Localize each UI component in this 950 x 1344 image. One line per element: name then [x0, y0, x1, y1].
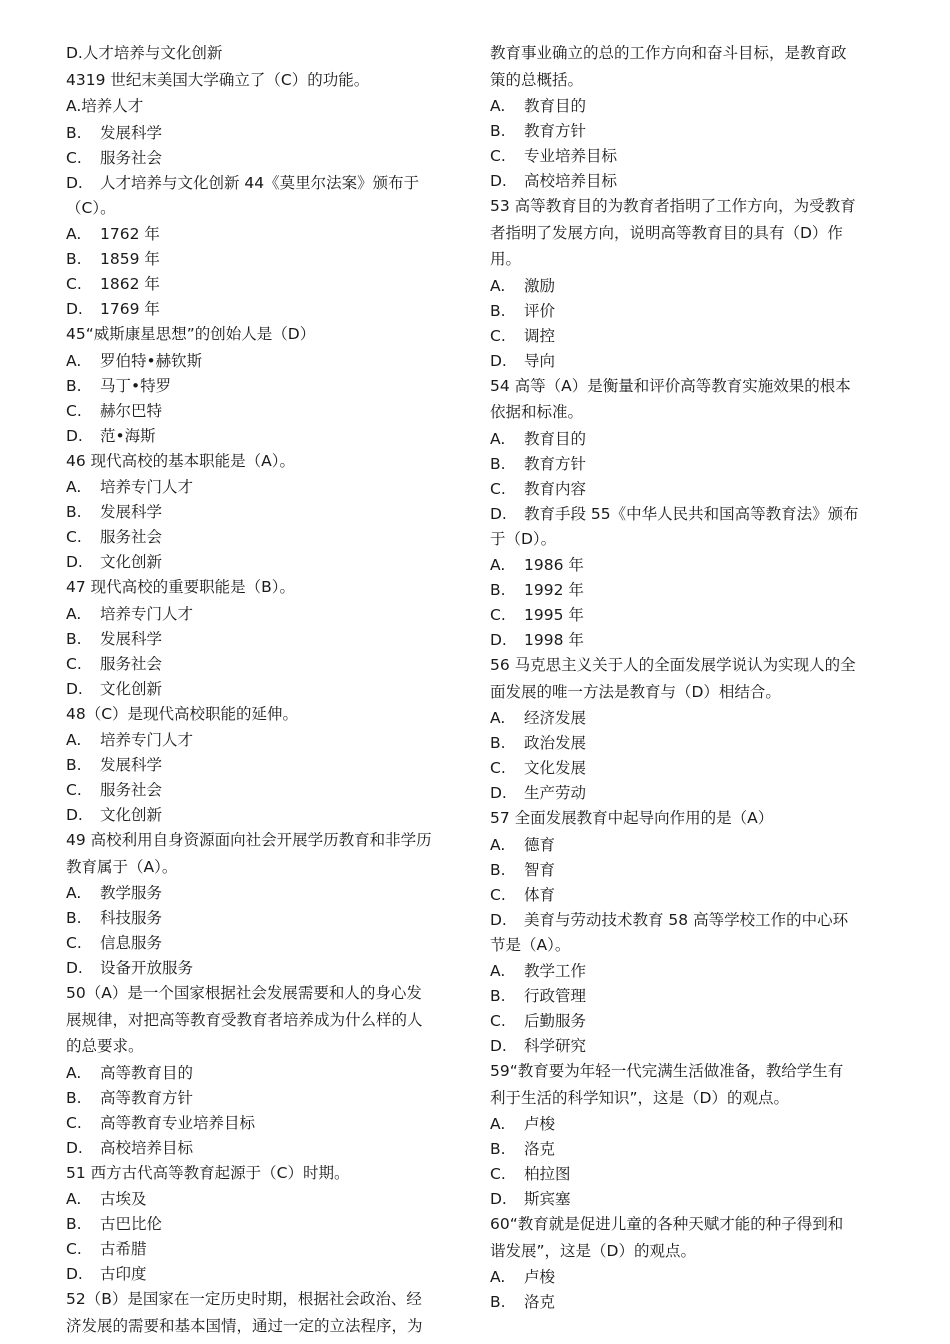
text-line: 50（A）是一个国家根据社会发展需要和人的身心发 — [66, 984, 422, 1002]
text-line: 策的总概括。 — [490, 70, 584, 89]
answer-option — [490, 833, 886, 858]
option-letter: D. — [66, 959, 83, 977]
answer-option — [490, 858, 886, 883]
option-text: 科学研究 — [524, 1037, 587, 1055]
answer-option — [490, 144, 886, 169]
option-text: 1995 年 — [524, 606, 584, 624]
option-text: 古巴比伦 — [100, 1215, 163, 1233]
option-letter: B. — [66, 1215, 82, 1233]
answer-option — [490, 578, 886, 603]
option-text: 高等教育专业培养目标 — [100, 1113, 256, 1132]
answer-option — [490, 1187, 886, 1212]
option-text: 教育方针 — [524, 454, 587, 473]
option-letter: B. — [66, 756, 82, 774]
option-text: 卢梭 — [524, 1115, 556, 1133]
text-line: 利于生活的科学知识”，这是（D）的观点。 — [490, 1088, 789, 1107]
answer-option — [490, 1265, 886, 1290]
option-text: 专业培养目标 — [524, 147, 618, 165]
option-letter: A. — [490, 97, 506, 115]
answer-option — [490, 1137, 886, 1162]
option-letter: B. — [66, 909, 82, 927]
option-text: 调控 — [524, 326, 556, 345]
answer-option — [66, 1187, 464, 1212]
option-text: 1769 年 — [100, 300, 160, 318]
option-text: 行政管理 — [524, 987, 587, 1005]
option-letter: A. — [490, 709, 506, 727]
option-text: 范•海斯 — [100, 426, 156, 445]
answer-option — [66, 1086, 464, 1111]
answer-option — [66, 525, 464, 550]
option-letter: D. — [490, 784, 507, 802]
answer-option — [66, 906, 464, 931]
answer-option — [490, 883, 886, 908]
text-line: 依据和标准。 — [490, 403, 584, 421]
option-text: 教育方针 — [524, 122, 587, 140]
answer-option — [490, 299, 886, 324]
option-text: 教育目的 — [524, 429, 587, 448]
option-letter: B. — [490, 987, 506, 1005]
option-text: 高校培养目标 — [524, 172, 618, 190]
option-letter: D. — [490, 1037, 507, 1055]
answer-option — [490, 169, 886, 194]
option-letter: D. — [66, 1138, 83, 1157]
answer-option — [66, 475, 464, 500]
option-letter: C. — [490, 759, 506, 777]
left-column — [66, 41, 464, 1340]
option-text: 高等教育方针 — [100, 1088, 194, 1107]
answer-option — [490, 553, 886, 578]
text-line: 57 全面发展教育中起导向作用的是（A） — [490, 809, 774, 827]
option-text: 激励 — [524, 276, 556, 295]
answer-option — [66, 1237, 464, 1262]
option-text: 设备开放服务 — [100, 959, 194, 977]
answer-option — [66, 1136, 464, 1161]
option-letter: C. — [66, 275, 82, 293]
option-text: 教学服务 — [100, 884, 163, 902]
option-letter: A. — [66, 478, 82, 496]
option-letter: A. — [490, 835, 506, 854]
option-text: 经济发展 — [524, 709, 587, 727]
option-letter: B. — [490, 860, 506, 879]
option-letter: A. — [66, 1190, 82, 1208]
option-text: 发展科学 — [100, 123, 163, 142]
text-line: 教育属于（A）。 — [66, 857, 178, 876]
option-text: 政治发展 — [524, 734, 587, 752]
option-letter: D. — [490, 631, 507, 649]
option-letter: B. — [490, 301, 506, 320]
option-letter: D. — [66, 806, 83, 824]
option-letter: A. — [66, 225, 82, 243]
option-text: 导向 — [524, 351, 556, 370]
answer-option — [66, 881, 464, 906]
answer-option — [490, 427, 886, 452]
answer-option — [490, 731, 886, 756]
option-text: 评价 — [524, 301, 556, 320]
option-text: 服务社会 — [100, 148, 163, 167]
option-text: 文化创新 — [100, 679, 163, 698]
text-line: 教育事业确立的总的工作方向和奋斗目标，是教育政 — [490, 44, 847, 62]
answer-option — [490, 959, 886, 984]
option-text: 罗伯特•赫钦斯 — [100, 351, 203, 370]
option-letter: C. — [490, 606, 506, 624]
option-letter: B. — [66, 1088, 82, 1107]
option-text: 卢梭 — [524, 1268, 556, 1286]
text-line: 者指明了发展方向，说明高等教育目的具有（D）作 — [490, 223, 843, 242]
answer-option — [66, 500, 464, 525]
option-text: 文化发展 — [524, 759, 587, 777]
option-letter: B. — [66, 376, 82, 395]
text-line: 节是（A）。 — [490, 935, 571, 954]
option-text: 后勤服务 — [524, 1012, 587, 1030]
answer-option — [66, 349, 464, 374]
answer-option — [66, 677, 464, 702]
option-text: 马丁•特罗 — [100, 376, 172, 395]
answer-option — [66, 121, 464, 146]
option-text: 古希腊 — [100, 1240, 147, 1258]
option-text: 教育内容 — [524, 479, 587, 498]
option-letter: A. — [490, 276, 506, 295]
option-letter: A. — [490, 1115, 506, 1133]
option-text: 高等教育目的 — [100, 1063, 194, 1082]
option-letter: A. — [66, 884, 82, 902]
option-text: 服务社会 — [100, 654, 163, 673]
option-text: 教学工作 — [524, 962, 587, 980]
answer-option — [490, 349, 886, 374]
option-letter: B. — [490, 581, 506, 599]
answer-option — [66, 956, 464, 981]
answer-option — [66, 1061, 464, 1086]
text-line: 于（D）。 — [490, 529, 557, 548]
option-letter: A. — [66, 604, 82, 623]
text-line: 51 西方古代高等教育起源于（C）时期。 — [66, 1163, 350, 1182]
answer-option — [490, 1112, 886, 1137]
answer-option — [66, 272, 464, 297]
answer-option — [490, 908, 886, 933]
answer-option — [66, 171, 464, 196]
text-line: 46 现代高校的基本职能是（A）。 — [66, 451, 296, 470]
option-letter: C. — [490, 147, 506, 165]
option-text: 德育 — [524, 835, 556, 854]
option-letter: B. — [490, 122, 506, 140]
answer-option — [66, 550, 464, 575]
option-letter: B. — [490, 1293, 506, 1311]
answer-option — [490, 1162, 886, 1187]
option-letter: C. — [490, 885, 506, 904]
answer-option — [66, 753, 464, 778]
option-letter: A. — [66, 731, 82, 749]
option-letter: D. — [490, 504, 507, 523]
answer-option — [66, 627, 464, 652]
option-letter: D. — [490, 172, 507, 190]
option-text: 柏拉图 — [524, 1165, 571, 1183]
option-text: 服务社会 — [100, 781, 163, 799]
option-letter: C. — [490, 1165, 506, 1183]
option-letter: B. — [66, 250, 82, 268]
option-text: 生产劳动 — [524, 784, 587, 802]
option-letter: C. — [66, 781, 82, 799]
text-line: 56 马克思主义关于人的全面发展学说认为实现人的全 — [490, 656, 856, 674]
option-text: 智育 — [524, 860, 556, 879]
text-line: A.培养人才 — [66, 97, 144, 115]
text-line: 4319 世纪末美国大学确立了（C）的功能。 — [66, 70, 370, 89]
option-text: 赫尔巴特 — [100, 401, 163, 420]
text-line: 48（C）是现代高校职能的延伸。 — [66, 704, 299, 723]
option-letter: D. — [490, 1190, 507, 1208]
answer-option — [490, 274, 886, 299]
option-letter: D. — [490, 351, 507, 370]
option-letter: C. — [66, 401, 82, 420]
option-text: 洛克 — [524, 1293, 556, 1311]
answer-option — [490, 324, 886, 349]
text-line: 54 高等（A）是衡量和评价高等教育实施效果的根本 — [490, 376, 851, 395]
answer-option — [66, 728, 464, 753]
option-letter: C. — [66, 1113, 82, 1132]
option-text: 1762 年 — [100, 225, 160, 243]
option-text: 美育与劳动技术教育 58 高等学校工作的中心环 — [524, 910, 849, 929]
option-letter: A. — [66, 1063, 82, 1082]
answer-option — [490, 452, 886, 477]
text-line: 59“教育要为年轻一代完满生活做准备，教给学生有 — [490, 1062, 844, 1080]
answer-option — [66, 1111, 464, 1136]
answer-option — [66, 146, 464, 171]
option-letter: D. — [490, 910, 507, 929]
answer-option — [490, 1009, 886, 1034]
option-letter: D. — [66, 173, 83, 192]
option-text: 培养专门人才 — [100, 731, 194, 749]
answer-option — [66, 803, 464, 828]
answer-option — [490, 603, 886, 628]
option-letter: A. — [490, 962, 506, 980]
text-line: （C）。 — [66, 198, 116, 217]
option-text: 古印度 — [100, 1265, 147, 1283]
text-line: 面发展的唯一方法是教育与（D）相结合。 — [490, 682, 781, 701]
option-text: 文化创新 — [100, 553, 163, 571]
text-line: 用。 — [490, 250, 522, 268]
option-letter: C. — [490, 479, 506, 498]
text-line: 谐发展”，这是（D）的观点。 — [490, 1241, 696, 1260]
option-letter: A. — [66, 351, 82, 370]
option-letter: D. — [66, 300, 83, 318]
text-line: 济发展的需要和基本国情，通过一定的立法程序，为 — [66, 1316, 423, 1335]
option-text: 教育目的 — [524, 97, 587, 115]
answer-option — [490, 1290, 886, 1315]
option-text: 文化创新 — [100, 806, 163, 824]
option-letter: C. — [66, 148, 82, 167]
option-text: 1862 年 — [100, 275, 160, 293]
option-text: 信息服务 — [100, 934, 163, 952]
text-line: 52（B）是国家在一定历史时期，根据社会政治、经 — [66, 1290, 422, 1308]
answer-option — [66, 297, 464, 322]
answer-option — [66, 778, 464, 803]
option-letter: A. — [490, 556, 506, 574]
option-letter: B. — [66, 123, 82, 142]
answer-option — [66, 374, 464, 399]
text-line: 60“教育就是促进儿童的各种天赋才能的种子得到和 — [490, 1215, 844, 1233]
answer-option — [66, 602, 464, 627]
option-letter: A. — [490, 429, 506, 448]
option-letter: D. — [66, 679, 83, 698]
answer-option — [490, 781, 886, 806]
answer-option — [490, 502, 886, 527]
option-text: 培养专门人才 — [100, 478, 194, 496]
option-text: 高校培养目标 — [100, 1138, 194, 1157]
option-letter: C. — [66, 1240, 82, 1258]
text-line: 49 高校利用自身资源面向社会开展学历教育和非学历 — [66, 831, 432, 849]
answer-option — [66, 399, 464, 424]
answer-option — [66, 1262, 464, 1287]
answer-option — [490, 94, 886, 119]
option-text: 体育 — [524, 885, 556, 904]
option-text: 1986 年 — [524, 556, 584, 574]
option-letter: B. — [490, 1140, 506, 1158]
text-line: 展规律，对把高等教育受教育者培养成为什么样的人 — [66, 1010, 423, 1029]
text-line: D.人才培养与文化创新 — [66, 44, 223, 62]
option-text: 1859 年 — [100, 250, 160, 268]
option-letter: C. — [66, 528, 82, 546]
option-text: 1998 年 — [524, 631, 584, 649]
text-line: 47 现代高校的重要职能是（B）。 — [66, 578, 296, 596]
option-letter: B. — [66, 629, 82, 648]
answer-option — [66, 652, 464, 677]
answer-option — [490, 706, 886, 731]
option-letter: C. — [66, 654, 82, 673]
text-line: 53 高等教育目的为教育者指明了工作方向，为受教育 — [490, 197, 856, 215]
option-letter: B. — [490, 734, 506, 752]
option-letter: D. — [66, 1265, 83, 1283]
answer-option — [66, 931, 464, 956]
option-text: 发展科学 — [100, 756, 163, 774]
option-text: 人才培养与文化创新 44《莫里尔法案》颁布于 — [100, 173, 420, 192]
option-letter: D. — [66, 426, 83, 445]
text-line: 45“威斯康星思想”的创始人是（D） — [66, 325, 316, 343]
option-letter: D. — [66, 553, 83, 571]
right-column — [490, 41, 886, 1315]
option-text: 发展科学 — [100, 629, 163, 648]
option-text: 古埃及 — [100, 1190, 147, 1208]
option-letter: B. — [490, 454, 506, 473]
answer-option — [490, 756, 886, 781]
option-text: 教育手段 55《中华人民共和国高等教育法》颁布 — [524, 504, 859, 523]
option-text: 1992 年 — [524, 581, 584, 599]
answer-option — [66, 1212, 464, 1237]
option-text: 洛克 — [524, 1140, 556, 1158]
answer-option — [490, 119, 886, 144]
answer-option — [490, 1034, 886, 1059]
text-line: 的总要求。 — [66, 1037, 144, 1055]
option-text: 发展科学 — [100, 503, 163, 521]
option-letter: C. — [490, 326, 506, 345]
answer-option — [66, 222, 464, 247]
option-text: 科技服务 — [100, 909, 163, 927]
answer-option — [66, 424, 464, 449]
option-letter: C. — [490, 1012, 506, 1030]
answer-option — [490, 628, 886, 653]
answer-option — [490, 984, 886, 1009]
option-text: 斯宾塞 — [524, 1190, 571, 1208]
answer-option — [490, 477, 886, 502]
option-letter: A. — [490, 1268, 506, 1286]
answer-option — [66, 247, 464, 272]
option-letter: C. — [66, 934, 82, 952]
option-letter: B. — [66, 503, 82, 521]
option-text: 服务社会 — [100, 528, 163, 546]
option-text: 培养专门人才 — [100, 604, 194, 623]
